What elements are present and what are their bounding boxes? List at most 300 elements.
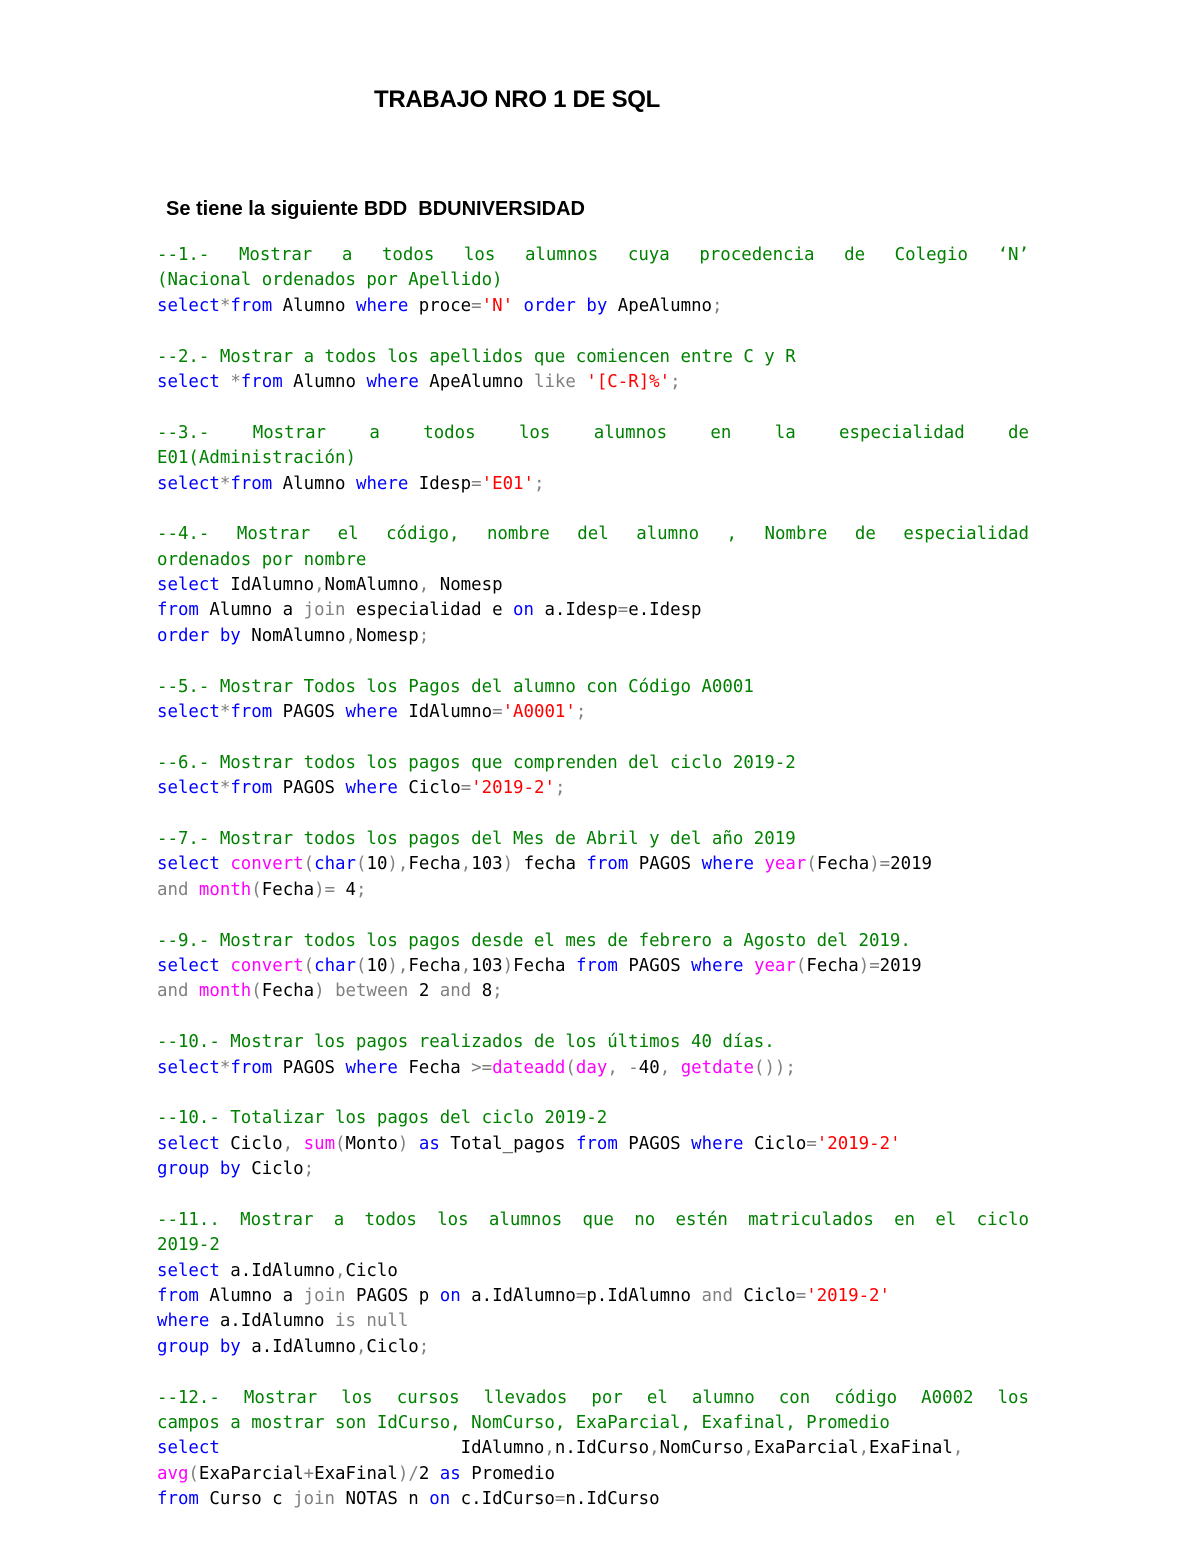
- sql-line: [157, 1132, 1029, 1157]
- token-operator: *: [219, 702, 231, 723]
- token-identifier: Ciclo: [366, 1336, 419, 1357]
- token-identifier: [220, 372, 230, 392]
- token-identifier: [188, 880, 198, 900]
- sql-line: [157, 1157, 1029, 1182]
- token-identifier: 8: [471, 981, 493, 1002]
- sql-line: [157, 852, 1029, 877]
- blank-line: [157, 1005, 1029, 1030]
- token-string: '2019-2': [806, 1286, 890, 1307]
- token-operator: ,: [544, 1438, 555, 1459]
- token-identifier: ApeAlumno: [418, 371, 534, 392]
- token-identifier: PAGOS: [628, 854, 702, 875]
- token-identifier: PAGOS p: [345, 1286, 440, 1307]
- token-keyword: where: [355, 295, 409, 316]
- token-identifier: [408, 1134, 418, 1154]
- token-operator: ,: [314, 575, 325, 596]
- token-identifier: Curso c: [198, 1489, 294, 1510]
- token-operator: is null: [335, 1311, 409, 1332]
- token-keyword: on: [439, 1286, 461, 1307]
- sql-line: [157, 1487, 1029, 1512]
- token-identifier: PAGOS: [617, 1133, 692, 1154]
- token-keyword: from: [586, 854, 629, 875]
- token-operator: (: [251, 981, 262, 1002]
- token-identifier: NomCurso: [659, 1438, 744, 1459]
- exercise-description: [157, 1386, 1029, 1411]
- token-identifier: a.IdAlumno: [219, 1260, 335, 1281]
- sql-line: [157, 472, 1029, 497]
- token-comment: campos a mostrar son IdCurso, NomCurso, ExaParcial, Exafinal, Promedio: [157, 1412, 890, 1433]
- token-identifier: [670, 1058, 680, 1078]
- token-identifier: a.IdAlumno: [209, 1311, 335, 1332]
- token-operator: >=: [471, 1057, 493, 1078]
- token-keyword: select: [157, 854, 220, 875]
- token-operator: ,: [460, 854, 472, 875]
- token-keyword: select: [157, 955, 220, 976]
- sql-line: [157, 700, 1029, 725]
- token-keyword: select: [157, 702, 220, 723]
- token-keyword: from: [157, 1489, 199, 1510]
- token-identifier: Alumno: [272, 295, 356, 316]
- token-function: convert: [230, 854, 304, 875]
- token-comment: --4.- Mostrar el código, nombre del alumno , Nombre de especialidad: [157, 524, 1029, 545]
- token-operator: ,: [335, 1260, 346, 1281]
- sql-line: [157, 294, 1029, 319]
- token-string: '[C-R]%': [586, 371, 671, 392]
- token-operator: like: [533, 371, 576, 392]
- token-comment: --9.- Mostrar todos los pagos desde el mes de febrero a Agosto del 2019.: [157, 930, 911, 951]
- token-keyword: order by: [523, 295, 608, 316]
- token-comment: E01(Administración): [157, 448, 356, 469]
- token-string: 'N': [481, 295, 514, 316]
- exercise-description: [157, 421, 1029, 446]
- token-identifier: Alumno a: [198, 600, 304, 621]
- token-keyword: from: [157, 1286, 199, 1307]
- token-operator: )/: [397, 1463, 419, 1484]
- token-identifier: 103: [471, 854, 503, 875]
- token-identifier: [744, 956, 754, 976]
- token-identifier: [513, 296, 523, 316]
- token-identifier: Idesp: [408, 473, 472, 494]
- token-identifier: especialidad e: [345, 600, 514, 621]
- token-keyword: char: [314, 854, 356, 875]
- token-keyword: group by: [157, 1336, 241, 1357]
- token-comment: --7.- Mostrar todos los pagos del Mes de Abril y del año 2019: [157, 828, 796, 849]
- sql-line: [157, 598, 1029, 623]
- exercise-12: [157, 1386, 1029, 1513]
- exercise-description: [157, 243, 1029, 268]
- token-operator: (: [795, 955, 807, 976]
- sql-line: [157, 624, 1029, 649]
- token-function: getdate: [680, 1057, 754, 1078]
- token-operator: ;: [492, 981, 503, 1002]
- token-operator: ,: [460, 955, 472, 976]
- token-identifier: fecha: [513, 854, 587, 875]
- token-operator: ): [502, 854, 514, 875]
- token-keyword: from: [230, 295, 273, 316]
- token-identifier: Fecha: [261, 981, 315, 1002]
- token-identifier: Fecha: [408, 955, 461, 976]
- token-operator: (: [335, 1133, 346, 1154]
- token-operator: =: [460, 778, 472, 799]
- sql-line: [157, 1335, 1029, 1360]
- token-identifier: Alumno a: [198, 1286, 304, 1307]
- token-identifier: Total_pagos: [439, 1133, 576, 1154]
- token-comment: --12.- Mostrar los cursos llevados por el alumno con código A0002 los: [157, 1387, 1029, 1408]
- token-identifier: [754, 854, 764, 874]
- exercise-7: [157, 827, 1029, 903]
- token-keyword: on: [429, 1489, 451, 1510]
- token-operator: ,: [345, 625, 356, 646]
- token-identifier: 10: [366, 955, 388, 976]
- token-operator: ,: [282, 1133, 294, 1154]
- token-comment: (Nacional ordenados por Apellido): [157, 270, 503, 291]
- token-function: year: [764, 854, 807, 875]
- token-keyword: select: [157, 473, 220, 494]
- token-identifier: Fecha: [408, 854, 461, 875]
- token-operator: =: [575, 1286, 587, 1307]
- exercise-description: [157, 345, 1029, 370]
- token-identifier: ExaParcial: [753, 1438, 859, 1459]
- token-identifier: e.Idesp: [628, 600, 702, 621]
- exercise-description: [157, 675, 1029, 700]
- token-identifier: Monto: [345, 1133, 398, 1154]
- token-keyword: where: [345, 778, 398, 799]
- token-operator: *: [219, 778, 231, 799]
- token-identifier: ExaParcial: [198, 1463, 304, 1484]
- token-operator: ,: [743, 1438, 754, 1459]
- token-operator: *: [219, 1057, 231, 1078]
- token-identifier: PAGOS: [272, 702, 346, 723]
- token-operator: and: [701, 1286, 733, 1307]
- blank-line: [157, 802, 1029, 827]
- exercise-6: [157, 751, 1029, 802]
- token-keyword: as: [439, 1463, 461, 1484]
- token-operator: =: [471, 473, 482, 494]
- token-keyword: as: [418, 1133, 440, 1154]
- token-identifier: IdAlumno: [397, 702, 493, 723]
- token-operator: *: [230, 371, 241, 392]
- token-identifier: PAGOS: [617, 955, 692, 976]
- token-identifier: Ciclo: [397, 778, 461, 799]
- exercise-4: [157, 522, 1029, 649]
- token-comment: --5.- Mostrar Todos los Pagos del alumno con Código A0001: [157, 676, 754, 697]
- token-keyword: where: [366, 371, 419, 392]
- token-identifier: Fecha: [816, 854, 870, 875]
- sql-line: [157, 878, 1029, 903]
- token-identifier: [188, 981, 198, 1001]
- blank-line: [157, 1182, 1029, 1207]
- token-operator: ;: [534, 473, 545, 494]
- token-identifier: PAGOS: [272, 778, 346, 799]
- token-operator: (: [355, 854, 367, 875]
- sql-line: [157, 1462, 1029, 1487]
- token-identifier: [618, 1058, 628, 1078]
- token-operator: =: [554, 1489, 566, 1510]
- token-identifier: c.IdCurso: [450, 1489, 555, 1510]
- token-keyword: from: [157, 600, 199, 621]
- exercise-3: [157, 421, 1029, 497]
- token-keyword: from: [575, 1133, 618, 1154]
- token-identifier: IdAlumno: [219, 1438, 545, 1459]
- token-operator: ;: [303, 1159, 315, 1180]
- sql-code-block: [157, 243, 1029, 1513]
- token-keyword: order by: [157, 625, 241, 646]
- blank-line: [157, 903, 1029, 928]
- token-operator: ): [502, 955, 514, 976]
- token-operator: ): [397, 1133, 409, 1154]
- token-identifier: NOTAS n: [335, 1489, 430, 1510]
- token-comment: --10.- Totalizar los pagos del ciclo 2019-2: [157, 1108, 608, 1129]
- exercise-description: [157, 1233, 1029, 1258]
- token-identifier: a.IdAlumno: [460, 1286, 576, 1307]
- token-identifier: n.IdCurso: [554, 1438, 650, 1459]
- token-comment: ordenados por nombre: [157, 549, 367, 570]
- token-identifier: a.Idesp: [533, 600, 618, 621]
- token-keyword: where: [355, 473, 409, 494]
- token-identifier: Ciclo: [240, 1159, 304, 1180]
- token-string: 'A0001': [502, 702, 576, 723]
- token-identifier: Fecha: [397, 1057, 472, 1078]
- token-operator: =: [492, 702, 503, 723]
- token-operator: (: [806, 854, 817, 875]
- token-identifier: [576, 372, 586, 392]
- token-comment: --6.- Mostrar todos los pagos que comprenden del ciclo 2019-2: [157, 752, 796, 773]
- token-comment: --2.- Mostrar a todos los apellidos que comiencen entre C y R: [157, 346, 796, 367]
- token-operator: )=: [858, 955, 880, 976]
- token-identifier: NomAlumno: [240, 625, 346, 646]
- blank-line: [157, 497, 1029, 522]
- token-operator: ;: [712, 295, 723, 316]
- token-operator: (: [303, 854, 315, 875]
- token-identifier: Fecha: [513, 955, 576, 976]
- exercise-description: [157, 446, 1029, 471]
- token-operator: )=: [314, 879, 336, 900]
- token-comment: --11.. Mostrar a todos los alumnos que no estén matriculados en el ciclo: [157, 1209, 1029, 1230]
- sql-line: [157, 573, 1029, 598]
- token-identifier: 10: [366, 854, 388, 875]
- token-comment: --1.- Mostrar a todos los alumnos cuya procedencia de Colegio ‘N’: [157, 245, 1029, 265]
- token-operator: ,: [355, 1336, 367, 1357]
- token-identifier: [220, 854, 230, 874]
- token-keyword: on: [513, 600, 534, 621]
- token-identifier: [325, 981, 335, 1001]
- token-identifier: ExaFinal: [869, 1438, 953, 1459]
- token-identifier: 2019: [890, 854, 933, 875]
- sql-line: [157, 979, 1029, 1004]
- token-operator: ;: [418, 625, 430, 646]
- exercise-description: [157, 548, 1029, 573]
- token-identifier: Fecha: [261, 879, 315, 900]
- token-operator: ,: [659, 1057, 671, 1078]
- token-operator: -: [628, 1057, 639, 1078]
- token-identifier: 103: [471, 955, 503, 976]
- token-identifier: Fecha: [806, 955, 859, 976]
- token-keyword: where: [345, 1057, 398, 1078]
- token-comment: --3.- Mostrar a todos los alumnos en la especialidad de: [157, 422, 1029, 443]
- token-operator: and: [157, 981, 189, 1002]
- token-identifier: IdAlumno: [219, 575, 315, 596]
- token-string: '2019-2': [816, 1133, 901, 1154]
- token-keyword: where: [691, 955, 744, 976]
- page-title: TRABAJO NRO 1 DE SQL: [374, 86, 661, 113]
- token-keyword: select: [157, 1260, 220, 1281]
- token-keyword: select: [157, 1057, 220, 1078]
- token-identifier: 2019: [879, 955, 922, 976]
- token-operator: (: [565, 1057, 576, 1078]
- token-keyword: from: [575, 955, 618, 976]
- token-operator: ;: [418, 1336, 430, 1357]
- token-identifier: Ciclo: [743, 1133, 807, 1154]
- token-identifier: Ciclo: [219, 1133, 283, 1154]
- token-identifier: Ciclo: [345, 1260, 398, 1281]
- exercise-11: [157, 1208, 1029, 1360]
- token-keyword: where: [701, 854, 754, 875]
- exercise-description: [157, 522, 1029, 547]
- token-string: 'E01': [481, 473, 534, 494]
- sql-line: [157, 1259, 1029, 1284]
- token-keyword: where: [345, 702, 398, 723]
- blank-line: [157, 1081, 1029, 1106]
- token-function: convert: [230, 955, 304, 976]
- token-identifier: Nomesp: [355, 625, 419, 646]
- token-operator: ),: [387, 955, 409, 976]
- token-operator: =: [795, 1286, 807, 1307]
- page-subtitle: Se tiene la siguiente BDD BDUNIVERSIDAD: [166, 198, 585, 220]
- token-function: year: [753, 955, 796, 976]
- token-identifier: n.IdCurso: [565, 1489, 660, 1510]
- token-keyword: select: [157, 778, 220, 799]
- blank-line: [157, 395, 1029, 420]
- token-operator: (: [251, 879, 262, 900]
- token-keyword: char: [314, 955, 356, 976]
- token-operator: =: [806, 1133, 817, 1154]
- exercise-1: [157, 243, 1029, 319]
- token-operator: (: [355, 955, 367, 976]
- token-identifier: 2: [408, 981, 440, 1002]
- token-function: month: [198, 879, 252, 900]
- token-keyword: from: [230, 778, 273, 799]
- sql-line: [157, 370, 1029, 395]
- exercise-2: [157, 345, 1029, 396]
- token-function: day: [575, 1057, 608, 1078]
- token-operator: *: [219, 295, 231, 316]
- blank-line: [157, 1360, 1029, 1385]
- token-operator: +: [303, 1463, 315, 1484]
- sql-line: [157, 954, 1029, 979]
- token-function: avg: [157, 1463, 189, 1484]
- exercise-description: [157, 1411, 1029, 1436]
- token-identifier: 2: [418, 1463, 440, 1484]
- token-operator: ,: [858, 1438, 870, 1459]
- sql-line: [157, 1309, 1029, 1334]
- token-operator: join: [303, 1286, 346, 1307]
- sql-line: [157, 1436, 1029, 1461]
- token-operator: )=: [869, 854, 891, 875]
- exercise-10b: [157, 1106, 1029, 1182]
- token-operator: =: [617, 600, 629, 621]
- token-function: dateadd: [492, 1057, 566, 1078]
- token-keyword: where: [157, 1311, 210, 1332]
- token-keyword: select: [157, 371, 220, 392]
- token-identifier: Alumno: [282, 371, 367, 392]
- token-identifier: Alumno: [272, 473, 356, 494]
- token-identifier: a.IdAlumno: [240, 1336, 356, 1357]
- blank-line: [157, 649, 1029, 674]
- sql-line: [157, 1284, 1029, 1309]
- token-operator: join: [293, 1489, 336, 1510]
- token-operator: and: [157, 879, 189, 900]
- token-operator: between: [335, 981, 409, 1002]
- sql-line: [157, 776, 1029, 801]
- token-identifier: Ciclo: [732, 1286, 796, 1307]
- token-identifier: PAGOS: [272, 1057, 346, 1078]
- token-identifier: 40: [638, 1057, 660, 1078]
- token-identifier: Nomesp: [429, 575, 503, 596]
- token-operator: ;: [356, 879, 367, 900]
- token-identifier: Promedio: [460, 1463, 555, 1484]
- token-identifier: NomAlumno: [324, 575, 419, 596]
- token-operator: =: [471, 295, 482, 316]
- token-operator: ;: [670, 371, 681, 392]
- token-keyword: select: [157, 295, 220, 316]
- token-operator: ;: [554, 778, 566, 799]
- exercise-5: [157, 675, 1029, 726]
- token-identifier: ExaFinal: [314, 1463, 398, 1484]
- token-operator: ),: [387, 854, 409, 875]
- token-keyword: select: [157, 1438, 220, 1459]
- exercise-description: [157, 1106, 1029, 1131]
- token-string: '2019-2': [471, 778, 555, 799]
- token-keyword: select: [157, 575, 220, 596]
- token-operator: ;: [575, 702, 587, 723]
- token-function: sum: [303, 1133, 336, 1154]
- token-operator: (: [303, 955, 315, 976]
- token-identifier: 4: [335, 879, 357, 900]
- token-operator: *: [219, 473, 231, 494]
- exercise-description: [157, 929, 1029, 954]
- exercise-10: [157, 1030, 1029, 1081]
- token-operator: and: [439, 981, 472, 1002]
- exercise-description: [157, 1208, 1029, 1233]
- token-identifier: proce: [408, 295, 472, 316]
- token-operator: ,: [952, 1438, 964, 1459]
- token-operator: (: [188, 1463, 199, 1484]
- token-operator: join: [303, 600, 346, 621]
- token-comment: 2019-2: [157, 1235, 220, 1256]
- blank-line: [157, 319, 1029, 344]
- token-keyword: select: [157, 1133, 220, 1154]
- blank-line: [157, 725, 1029, 750]
- token-operator: ());: [753, 1057, 796, 1078]
- token-function: month: [198, 981, 252, 1002]
- token-operator: ,: [418, 575, 430, 596]
- token-operator: ,: [607, 1057, 618, 1078]
- exercise-9: [157, 929, 1029, 1005]
- sql-line: [157, 1056, 1029, 1081]
- token-identifier: [293, 1134, 303, 1154]
- token-keyword: from: [230, 702, 273, 723]
- token-comment: --10.- Mostrar los pagos realizados de los últimos 40 días.: [157, 1032, 775, 1053]
- token-keyword: from: [230, 473, 273, 494]
- token-identifier: p.IdAlumno: [586, 1286, 702, 1307]
- token-identifier: ApeAlumno: [607, 295, 713, 316]
- token-keyword: from: [240, 371, 283, 392]
- exercise-description: [157, 1030, 1029, 1055]
- exercise-description: [157, 268, 1029, 293]
- exercise-description: [157, 751, 1029, 776]
- token-operator: ): [314, 981, 325, 1002]
- token-keyword: where: [691, 1133, 744, 1154]
